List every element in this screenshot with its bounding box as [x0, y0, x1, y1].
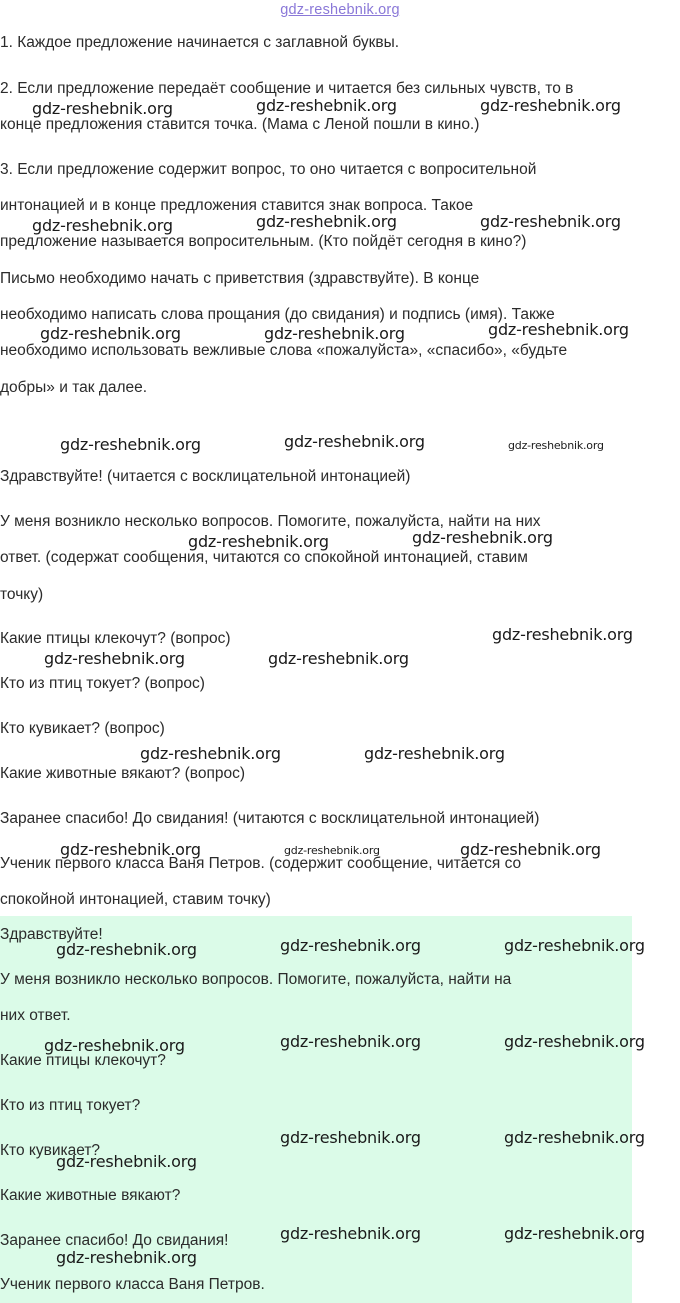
- watermark: gdz-reshebnik.org: [492, 625, 633, 644]
- watermark: gdz-reshebnik.org: [140, 744, 281, 763]
- rule-2-line: конце предложения ставится точка. (Мама с Леной пошли в кино.): [0, 116, 480, 133]
- watermark: gdz-reshebnik.org: [364, 744, 505, 763]
- analysis-line: Кто кувикает? (вопрос): [0, 720, 165, 737]
- analysis-line: Здравствуйте! (читается с восклицательной интонацией): [0, 468, 411, 485]
- header-watermark-link[interactable]: gdz-reshebnik.org: [280, 2, 400, 18]
- advice-line: необходимо написать слова прощания (до свидания) и подпись (имя). Также: [0, 306, 555, 323]
- rule-3-line: 3. Если предложение содержит вопрос, то оно читается с вопросительной: [0, 161, 537, 178]
- watermark: gdz-reshebnik.org: [504, 1032, 645, 1051]
- letter-line: Какие птицы клекочут?: [0, 1052, 166, 1069]
- watermark: gdz-reshebnik.org: [60, 435, 201, 454]
- watermark: gdz-reshebnik.org: [280, 1128, 421, 1147]
- watermark: gdz-reshebnik.org: [488, 320, 629, 339]
- letter-line: У меня возникло несколько вопросов. Помогите, пожалуйста, найти на: [0, 971, 512, 988]
- watermark: gdz-reshebnik.org: [480, 212, 621, 231]
- letter-line: Какие животные вякают?: [0, 1187, 181, 1204]
- letter-line: Кто кувикает?: [0, 1142, 101, 1159]
- watermark: gdz-reshebnik.org: [280, 1032, 421, 1051]
- watermark: gdz-reshebnik.org: [504, 1128, 645, 1147]
- watermark: gdz-reshebnik.org: [40, 324, 181, 343]
- watermark: gdz-reshebnik.org: [188, 532, 329, 551]
- analysis-line: Кто из птиц токует? (вопрос): [0, 675, 205, 692]
- analysis-line: Заранее спасибо! До свидания! (читаются с восклицательной интонацией): [0, 810, 540, 827]
- rule-3-line: предложение называется вопросительным. (Кто пойдёт сегодня в кино?): [0, 233, 527, 250]
- advice-line: необходимо использовать вежливые слова «пожалуйста», «спасибо», «будьте: [0, 342, 568, 359]
- watermark: gdz-reshebnik.org: [56, 940, 197, 959]
- watermark: gdz-reshebnik.org: [256, 212, 397, 231]
- watermark: gdz-reshebnik.org: [268, 649, 409, 668]
- watermark: gdz-reshebnik.org: [56, 1152, 197, 1171]
- analysis-line: Какие животные вякают? (вопрос): [0, 765, 246, 782]
- watermark: gdz-reshebnik.org: [56, 1248, 197, 1267]
- advice-line: Письмо необходимо начать с приветствия (здравствуйте). В конце: [0, 270, 480, 287]
- watermark: gdz-reshebnik.org: [284, 844, 380, 857]
- watermark: gdz-reshebnik.org: [44, 649, 185, 668]
- analysis-line: У меня возникло несколько вопросов. Помогите, пожалуйста, найти на них: [0, 513, 541, 530]
- rule-2-line: 2. Если предложение передаёт сообщение и читается без сильных чувств, то в: [0, 80, 574, 97]
- watermark: gdz-reshebnik.org: [280, 1224, 421, 1243]
- analysis-line: ответ. (содержат сообщения, читаются со спокойной интонацией, ставим: [0, 549, 528, 566]
- analysis-line: Ученик первого класса Ваня Петров. (содержит сообщение, читается со: [0, 855, 522, 872]
- watermark: gdz-reshebnik.org: [412, 528, 553, 547]
- watermark: gdz-reshebnik.org: [256, 96, 397, 115]
- rule-3-line: интонацией и в конце предложения ставится знак вопроса. Такое: [0, 197, 474, 214]
- letter-line: Кто из птиц токует?: [0, 1097, 141, 1114]
- watermark: gdz-reshebnik.org: [504, 1224, 645, 1243]
- watermark: gdz-reshebnik.org: [60, 840, 201, 859]
- watermark: gdz-reshebnik.org: [504, 936, 645, 955]
- watermark: gdz-reshebnik.org: [280, 936, 421, 955]
- watermark: gdz-reshebnik.org: [44, 1036, 185, 1055]
- watermark: gdz-reshebnik.org: [32, 99, 173, 118]
- rule-1: 1. Каждое предложение начинается с заглавной буквы.: [0, 34, 400, 51]
- analysis-line: точку): [0, 586, 44, 603]
- letter-line: них ответ.: [0, 1007, 71, 1024]
- analysis-line: спокойной интонацией, ставим точку): [0, 891, 271, 908]
- analysis-line: Какие птицы клекочут? (вопрос): [0, 630, 231, 647]
- watermark: gdz-reshebnik.org: [32, 216, 173, 235]
- watermark: gdz-reshebnik.org: [508, 439, 604, 452]
- watermark: gdz-reshebnik.org: [460, 840, 601, 859]
- watermark: gdz-reshebnik.org: [480, 96, 621, 115]
- watermark: gdz-reshebnik.org: [284, 432, 425, 451]
- watermark: gdz-reshebnik.org: [264, 324, 405, 343]
- advice-line: добры» и так далее.: [0, 379, 148, 396]
- letter-line: Ученик первого класса Ваня Петров.: [0, 1276, 265, 1293]
- letter-line: Здравствуйте!: [0, 926, 103, 943]
- letter-line: Заранее спасибо! До свидания!: [0, 1232, 229, 1249]
